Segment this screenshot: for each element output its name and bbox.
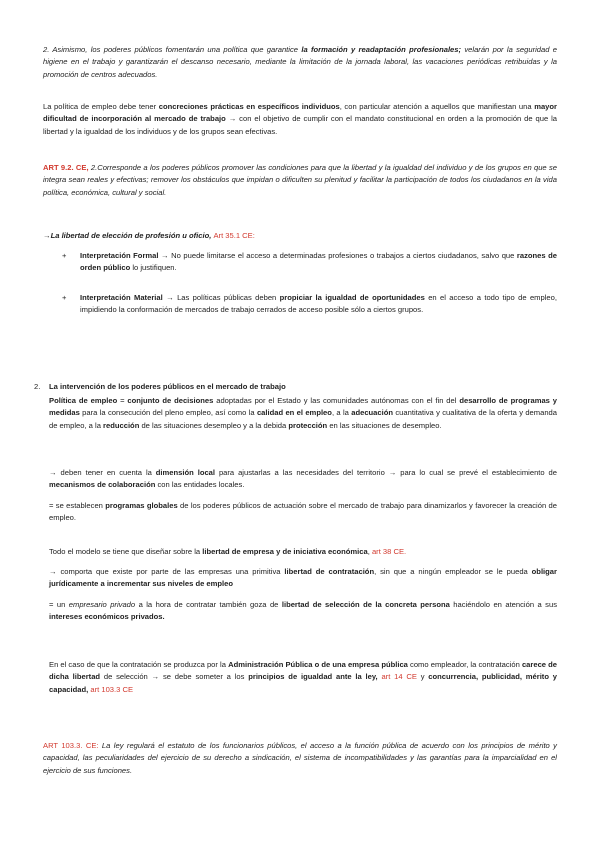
paragraph-formacion-profesional [43,44,557,81]
bold-text: Política de empleo [49,396,118,405]
article-reference: art 38 CE. [371,547,407,556]
italic-text: empresario privado [68,600,136,609]
bold-text: desarrollo de programas y medidas [49,396,558,418]
paragraph-politica-empleo [43,101,557,138]
bold-text: La intervención de los poderes públicos en el mercado de trabajo [49,382,286,391]
text: a la hora de contratar también goza de [135,600,282,609]
bold-text: programas globales [105,501,178,510]
bold-text: mecanismos de colaboración [49,480,156,490]
bold-text: reducción [103,420,140,430]
article-reference: art 103.3 CE [90,684,134,694]
text: , [367,547,372,556]
section-title [49,381,557,393]
bold-text: carece de dicha libertad [49,660,557,682]
section-number: 2. [34,382,41,391]
text: → comporta que existe por parte de las empresas una primitiva [49,567,285,576]
bold-text: razones de orden público [80,251,558,273]
text: La política de empleo debe tener [43,102,159,111]
text: de las situaciones desempleo y a la debida [139,420,289,430]
text: No puede limitarse el acceso a determinadas profesiones o trabajos a ciertos ciudadanos, salvo que [168,251,517,260]
bold-text: libertad de contratación [284,567,375,576]
bold-text: protección [288,420,328,430]
paragraph-art-9-2 [43,162,557,199]
paragraph-administracion-publica [49,659,557,696]
text: con las entidades locales. [155,480,245,490]
paragraph-programas-globales [49,500,557,525]
text: adoptadas por el Estado y las comunidades autónomas con el fin del [213,396,460,405]
bold-text: adecuación [351,408,394,418]
text: 2.Corresponde a los poderes públicos promover las condiciones para que la libertad y la igualdad del individuo y de los grupos en que se integra sean reales y efectivas; remover los obstáculos que impidan o dificulten su plenitud y facilitar la participación de todos los ciudadanos en la vida política, económica, cultural y social. [43,163,557,197]
paragraph-art-103-3 [43,740,557,777]
bold-text: propiciar la igualdad de oportunidades [279,293,425,302]
article-reference: art 14 CE [381,672,417,682]
text: en las situaciones de desempleo. [327,420,442,430]
text: , a la [331,408,352,418]
bold-text: →La libertad de elección de profesión u oficio, [43,231,212,240]
text: lo justifiquen. [130,263,177,273]
bullet-plus-icon: + [62,293,67,302]
text: y [416,672,429,682]
article-reference: ART 103.3. CE: [43,741,99,750]
text: Todo el modelo se tiene que diseñar sobre la [49,547,203,556]
paragraph-dimension-local [49,467,557,492]
paragraph-politica-empleo-definicion [49,395,557,432]
text: , sin que a ningún empleador se le pueda [374,567,532,576]
text: = [117,396,128,405]
bold-text: dimensión local [155,468,216,477]
bold-text: libertad de selección de la concreta persona [281,600,450,609]
text: = un [49,600,69,609]
bold-text: mayor dificultad de incorporación al mercado de trabajo [43,102,557,124]
bold-text: Administración Pública o de una empresa pública [228,660,408,669]
paragraph-empresario-privado [49,599,557,624]
bold-text: principios de igualdad ante la ley, [248,672,378,682]
text: → con el objetivo de cumplir con el mandato constitucional en orden a la promoción de que la libertad y la igualdad de los individuos y de los grupos sean efectivas. [43,114,557,136]
heading-libertad-profesion [43,230,557,242]
bold-text: obligar jurídicamente a incrementar sus niveles de empleo [49,567,557,589]
bold-text: Interpretación Material → [80,293,174,302]
paragraph-libertad-empresa [49,546,557,558]
bold-text: intereses económicos privados. [49,612,165,622]
text: en el acceso a todo tipo de empleo, impidiendo la conformación de mercados de trabajo cerrados de acceso posible sólo a ciertos grupos. [80,293,557,315]
text: como empleador, la contratación [407,660,522,669]
text: En el caso de que la contratación se produzca por la [49,660,229,669]
article-reference: ART 9.2. CE, [43,163,89,172]
text: La ley regulará el estatuto de los funcionarios públicos, el acceso a la función pública de acuerdo con los principios de mérito y capacidad, las peculiaridades del ejercicio de su derecho a sindicación, el sistema de incompatibilidades y las garantías para la imparcialidad en el ejercicio de sus funciones. [43,741,557,775]
bold-text: concreciones prácticas en específicos individuos [158,102,340,111]
text: Las políticas públicas deben [173,293,280,302]
bold-text: calidad en el empleo [256,408,332,418]
text: = se establecen [49,501,106,510]
text: 2. Asimismo, los poderes públicos fomentarán una política que garantice [43,45,302,54]
bold-text: conjunto de decisiones [127,396,214,405]
text: de los poderes públicos de actuación sobre el mercado de trabajo para dinamizarlos y favorecer la creación de empleo. [49,501,557,523]
text: para la consecución del pleno empleo, así como la [79,408,257,418]
text: → deben tener en cuenta la [49,468,156,477]
bullet-interpretacion-formal [80,250,557,275]
text: velarán por la seguridad e higiene en el trabajo y garantizarán el descanso necesario, mediante la limitación de la jornada laboral, las vacaciones periódicas retribuidas y la promoción de centros adecuados. [43,45,558,79]
text: haciéndolo en atención a sus [449,600,557,609]
bold-text: Interpretación Formal → [80,251,169,260]
bullet-interpretacion-material [80,292,557,317]
article-reference: Art 35.1 CE: [213,231,255,240]
bold-text: la formación y readaptación profesionales; [301,45,462,54]
text: para ajustarlas a las necesidades del territorio → para lo cual se prevé el establecimiento de [215,468,558,477]
bold-text: concurrencia, publicidad, mérito y capacidad, [49,672,557,694]
bullet-plus-icon: + [62,251,67,260]
bold-text: libertad de empresa y de iniciativa económica [202,547,368,556]
paragraph-libertad-contratacion [49,566,557,591]
text: cuantitativa y cualitativa de la oferta y demanda de empleo, a la [49,408,558,430]
text: , con particular atención a aquellos que manifiestan una [339,102,535,111]
text: de selección → se debe someter a los [100,672,249,682]
